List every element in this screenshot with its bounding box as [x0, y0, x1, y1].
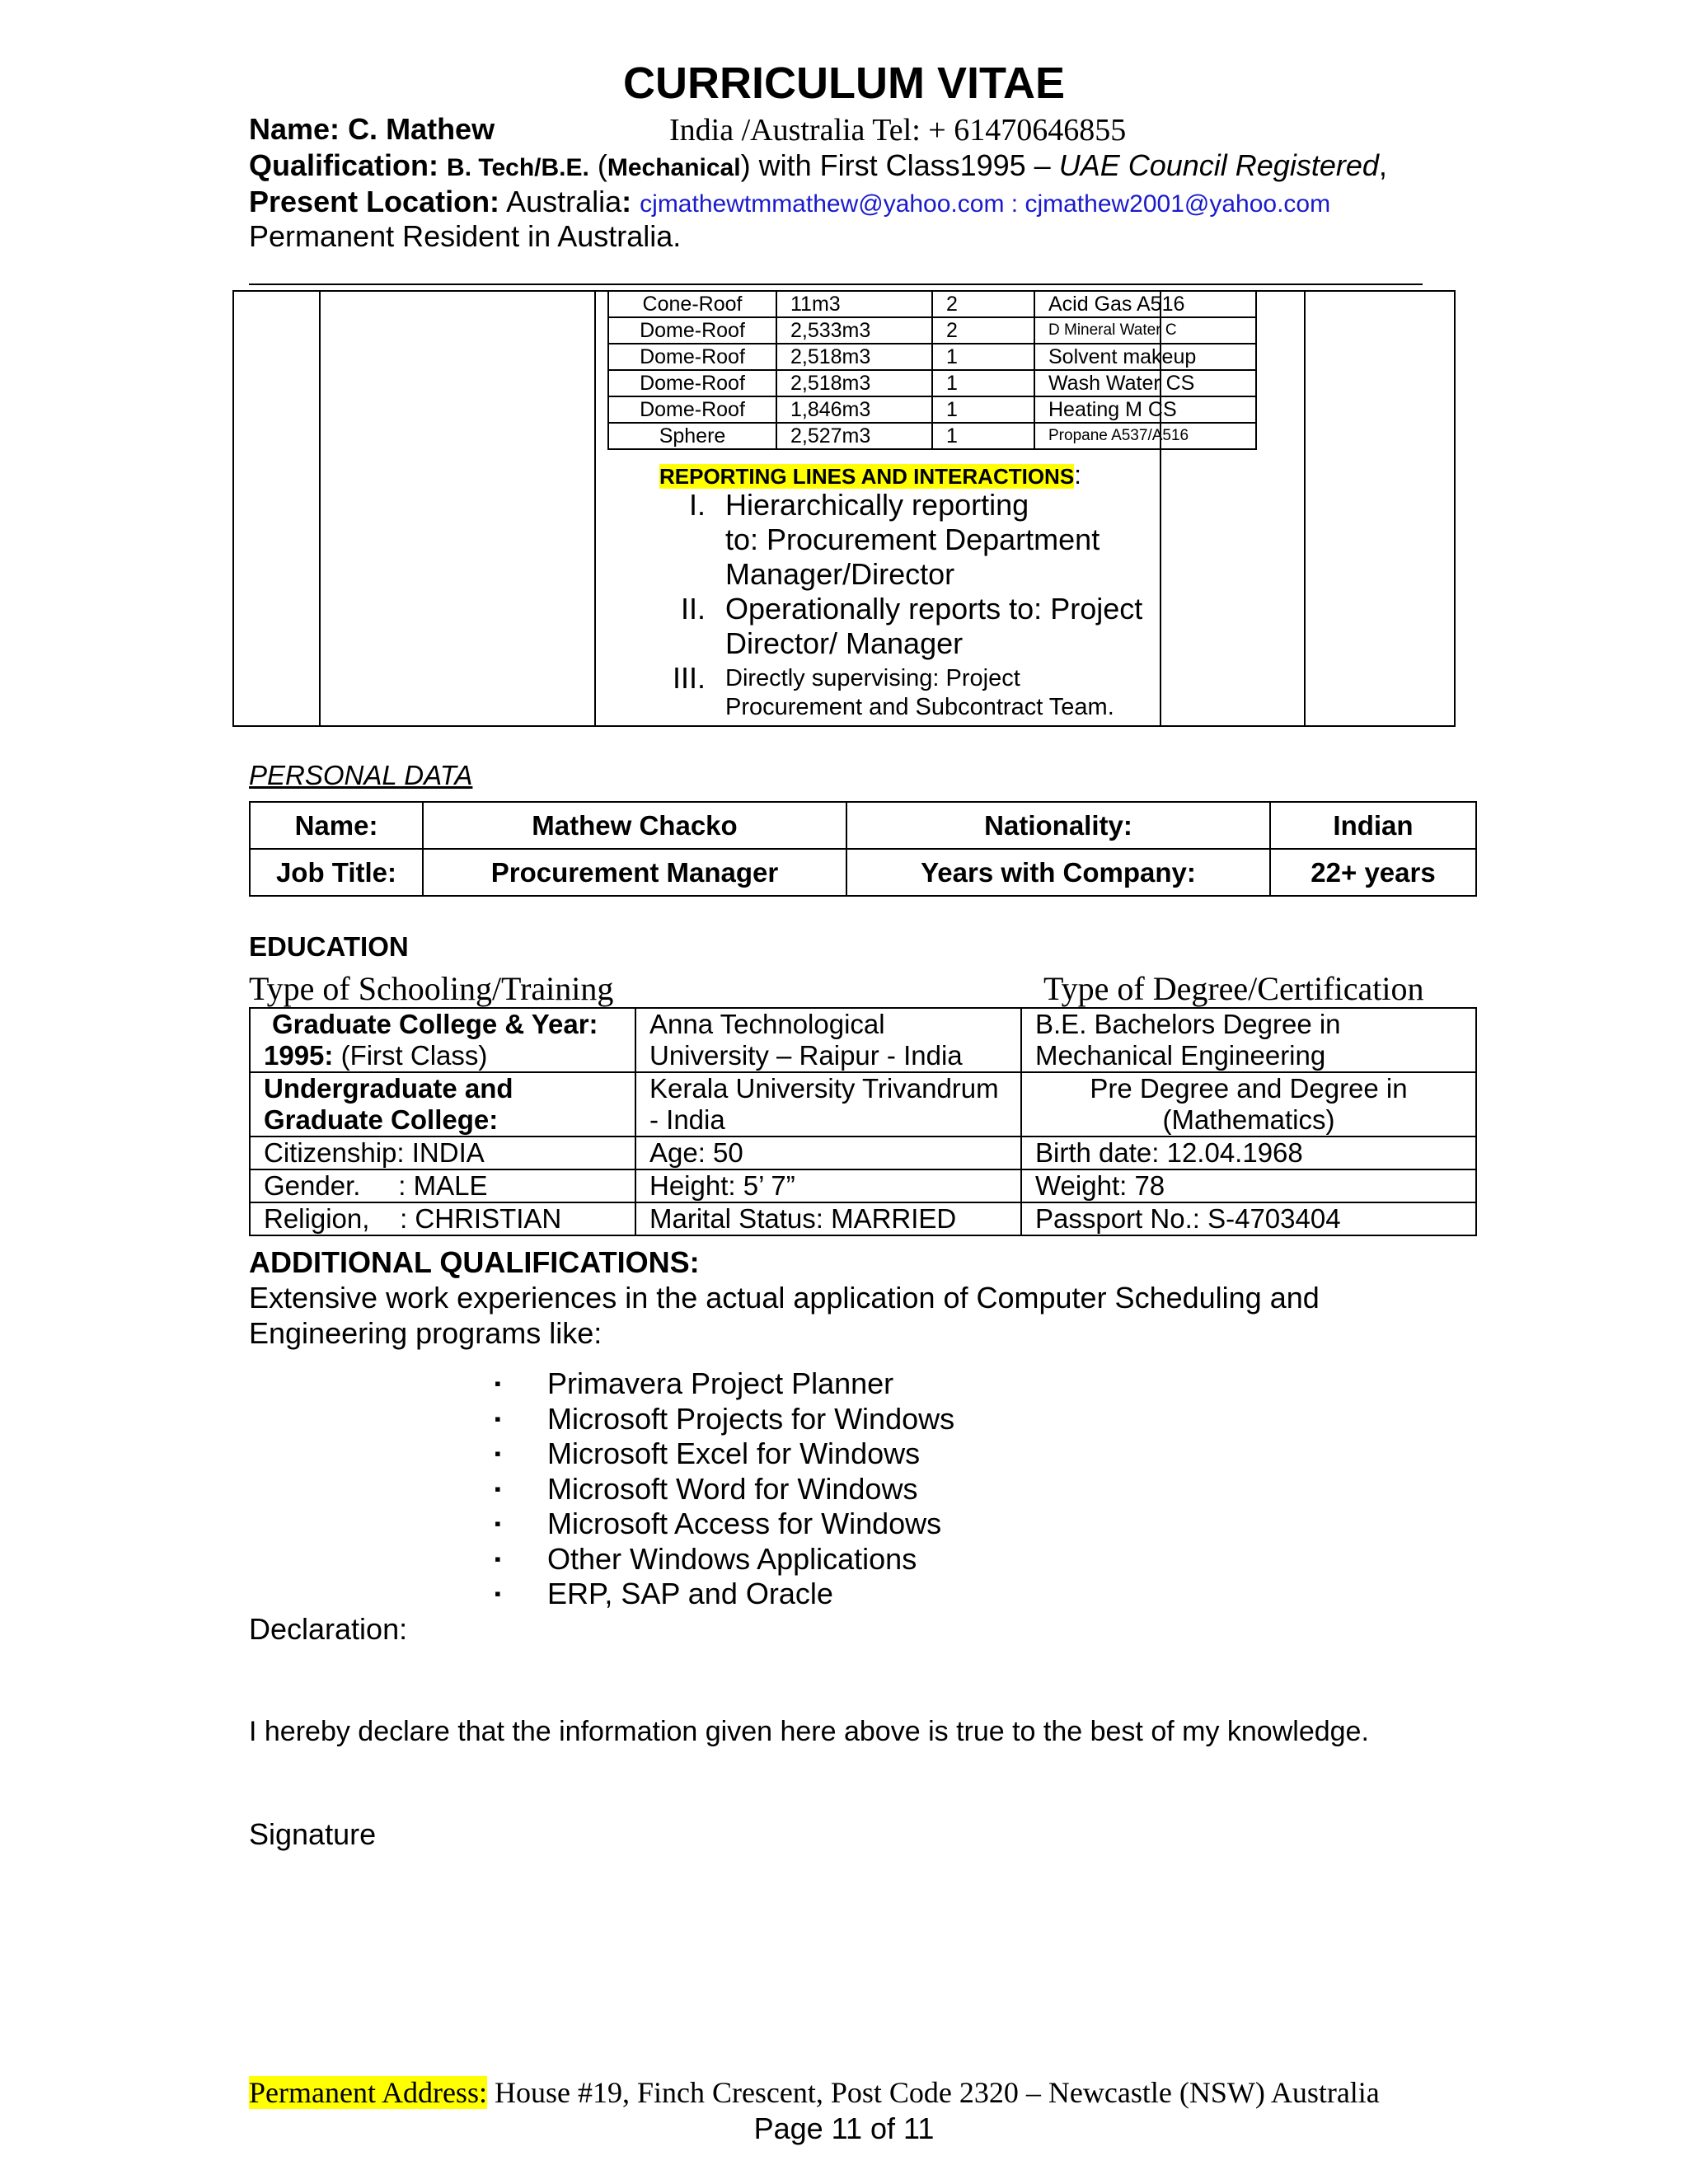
tank-capacity-cell: 2,533m3	[776, 317, 932, 344]
education-table	[249, 1007, 1477, 1236]
table-cell: Height: 5’ 7”	[635, 1169, 1021, 1202]
list-item	[495, 1436, 954, 1472]
list-item	[495, 1542, 954, 1577]
list-item	[495, 1402, 954, 1437]
location-value: Australia	[499, 185, 622, 218]
address-value: House #19, Finch Crescent, Post Code 2320 – Newcastle (NSW) Australia	[486, 2076, 1380, 2109]
tank-qty-cell: 1	[932, 423, 1034, 449]
reporting-heading	[659, 460, 1081, 490]
name-value: C. Mathew	[348, 112, 495, 146]
table-cell: Kerala University Trivandrum - India	[635, 1072, 1021, 1137]
list-item-text: Microsoft Access for Windows	[547, 1507, 942, 1540]
qualification-paren: (	[588, 148, 607, 182]
reporting-heading-text: REPORTING LINES AND INTERACTIONS	[659, 464, 1075, 489]
job-label-cell: Job Title:	[250, 849, 423, 896]
table-column-line	[1304, 292, 1306, 725]
graduate-college-label: Graduate College & Year:	[272, 1009, 598, 1039]
signature-label: Signature	[249, 1817, 377, 1851]
nationality-label-cell: Nationality:	[846, 802, 1270, 849]
address-label: Permanent Address:	[249, 2076, 487, 2109]
bullet-square-icon: ▪	[495, 1583, 501, 1604]
tank-service-cell: Acid Gas A516	[1034, 291, 1256, 317]
table-cell: Birth date: 12.04.1968	[1021, 1137, 1476, 1169]
tank-capacity-cell: 1,846m3	[776, 396, 932, 423]
page-number: Page 11 of 11	[753, 2111, 935, 2145]
table-row	[250, 1072, 1476, 1137]
list-item-text: ERP, SAP and Oracle	[547, 1577, 833, 1610]
name-value-cell: Mathew Chacko	[423, 802, 846, 849]
table-cell: Undergraduate and Graduate College:	[250, 1072, 635, 1137]
table-row	[250, 1137, 1476, 1169]
graduate-year-label: 1995:	[264, 1040, 334, 1071]
table-cell: B.E. Bachelors Degree in Mechanical Engineering	[1021, 1008, 1476, 1072]
tank-row	[608, 344, 1256, 370]
tank-qty-cell: 2	[932, 317, 1034, 344]
residency-line: Permanent Resident in Australia.	[249, 219, 682, 253]
table-cell	[250, 1008, 635, 1072]
degree-column-heading: Type of Degree/Certification	[1043, 970, 1424, 1007]
reporting-item-number: II.	[680, 592, 706, 626]
reporting-line: Directly supervising: Project	[725, 665, 1020, 691]
reporting-line: Director/ Manager	[725, 626, 964, 660]
list-item-text: Primavera Project Planner	[547, 1366, 894, 1400]
reporting-line: Hierarchically reporting	[725, 488, 1029, 522]
tank-capacity-cell: 2,518m3	[776, 344, 932, 370]
reporting-list	[640, 488, 1142, 722]
table-row	[250, 1169, 1476, 1202]
location-colon: :	[621, 185, 632, 218]
email-separator: :	[1004, 190, 1025, 218]
table-cell: Pre Degree and Degree in (Mathematics)	[1021, 1072, 1476, 1137]
tank-service-cell: D Mineral Water C	[1034, 317, 1256, 344]
nationality-value-cell: Indian	[1270, 802, 1476, 849]
qualification-comma: ,	[1378, 148, 1387, 182]
software-list	[495, 1366, 954, 1612]
tank-row	[608, 291, 1256, 317]
tank-service-cell: Solvent makeup	[1034, 344, 1256, 370]
bullet-square-icon: ▪	[495, 1478, 501, 1499]
qualification-label: Qualification:	[249, 148, 439, 182]
tank-service-cell: Wash Water CS	[1034, 370, 1256, 396]
table-cell: Marital Status: MARRIED	[635, 1202, 1021, 1235]
bullet-square-icon: ▪	[495, 1373, 501, 1394]
qualification-degree: B. Tech/B.E.	[447, 154, 589, 181]
tank-row	[608, 423, 1256, 449]
personal-data-heading: PERSONAL DATA	[249, 760, 473, 790]
tank-row	[608, 396, 1256, 423]
additional-qualifications-intro: Extensive work experiences in the actual application of Computer Scheduling and Engineering programs like:	[249, 1281, 1320, 1350]
years-value-cell: 22+ years	[1270, 849, 1476, 896]
table-cell: Passport No.: S-4703404	[1021, 1202, 1476, 1235]
reporting-item-text	[725, 592, 1142, 661]
qualification-branch: Mechanical	[607, 154, 741, 181]
reporting-item	[640, 592, 1142, 661]
tank-qty-cell: 1	[932, 370, 1034, 396]
table-row	[250, 802, 1476, 849]
reporting-line: to: Procurement Department	[725, 523, 1100, 556]
qualification-council: UAE Council Registered	[1058, 148, 1379, 182]
schooling-column-heading: Type of Schooling/Training	[249, 970, 614, 1007]
document-title: CURRICULUM VITAE	[623, 59, 1065, 108]
location-label: Present Location:	[249, 185, 500, 218]
table-column-line	[594, 292, 596, 725]
table-cell: Anna Technological University – Raipur - India	[635, 1008, 1021, 1072]
qualification-rest: ) with First Class1995 –	[740, 148, 1059, 182]
location-line	[249, 185, 1330, 219]
tank-row	[608, 370, 1256, 396]
list-item-text: Microsoft Projects for Windows	[547, 1401, 955, 1436]
bullet-square-icon: ▪	[495, 1548, 501, 1569]
table-column-line	[319, 292, 321, 725]
tank-type-cell: Dome-Roof	[608, 344, 776, 370]
reporting-item-text	[725, 488, 1100, 592]
tank-capacity-cell: 11m3	[776, 291, 932, 317]
table-row	[250, 1202, 1476, 1235]
name-line	[249, 112, 495, 147]
bullet-square-icon: ▪	[495, 1443, 501, 1464]
graduate-class: (First Class)	[333, 1040, 488, 1071]
reporting-heading-colon: :	[1074, 460, 1082, 490]
qualification-line	[249, 148, 1387, 183]
table-row	[250, 849, 1476, 896]
tank-table	[607, 290, 1257, 450]
header-divider	[249, 284, 1423, 285]
reporting-line: Manager/Director	[725, 557, 955, 591]
permanent-address	[249, 2075, 1380, 2110]
declaration-label: Declaration:	[249, 1612, 408, 1646]
education-heading: EDUCATION	[249, 931, 409, 962]
tank-qty-cell: 1	[932, 344, 1034, 370]
tank-service-cell: Heating M CS	[1034, 396, 1256, 423]
declaration-text: I hereby declare that the information given here above is true to the best of my knowledge.	[249, 1716, 1369, 1747]
tank-row	[608, 317, 1256, 344]
list-item	[495, 1507, 954, 1542]
tank-qty-cell: 2	[932, 291, 1034, 317]
table-cell: Age: 50	[635, 1137, 1021, 1169]
additional-qualifications-heading: ADDITIONAL QUALIFICATIONS:	[249, 1245, 700, 1279]
email-link-1[interactable]: cjmathewtmmathew@yahoo.com	[640, 190, 1005, 218]
name-label: Name:	[249, 112, 340, 146]
table-cell: Religion, : CHRISTIAN	[250, 1202, 635, 1235]
table-cell: Citizenship: INDIA	[250, 1137, 635, 1169]
list-item-text: Other Windows Applications	[547, 1541, 917, 1576]
phone-line: India /Australia Tel: + 61470646855	[669, 113, 1127, 148]
tank-capacity-cell: 2,527m3	[776, 423, 932, 449]
name-label-cell: Name:	[250, 802, 423, 849]
reporting-item	[640, 661, 1142, 722]
tank-service-cell: Propane A537/A516	[1034, 423, 1256, 449]
reporting-item-text	[725, 661, 1114, 722]
bullet-square-icon: ▪	[495, 1513, 501, 1534]
tank-type-cell: Dome-Roof	[608, 396, 776, 423]
list-item	[495, 1366, 954, 1402]
table-row	[250, 1008, 1476, 1072]
list-item-text: Microsoft Excel for Windows	[547, 1436, 921, 1470]
tank-type-cell: Cone-Roof	[608, 291, 776, 317]
reporting-item	[640, 488, 1142, 592]
job-value-cell: Procurement Manager	[423, 849, 846, 896]
years-label-cell: Years with Company:	[846, 849, 1270, 896]
reporting-line: Procurement and Subcontract Team.	[725, 694, 1114, 720]
email-link-2[interactable]: cjmathew2001@yahoo.com	[1025, 190, 1331, 218]
list-item-text: Microsoft Word for Windows	[547, 1471, 918, 1506]
tank-capacity-cell: 2,518m3	[776, 370, 932, 396]
table-cell: Weight: 78	[1021, 1169, 1476, 1202]
personal-data-table	[249, 801, 1477, 897]
list-item	[495, 1472, 954, 1507]
tank-type-cell: Sphere	[608, 423, 776, 449]
table-cell: Gender. : MALE	[250, 1169, 635, 1202]
tank-type-cell: Dome-Roof	[608, 317, 776, 344]
list-item	[495, 1577, 954, 1612]
reporting-item-number: III.	[672, 661, 706, 695]
reporting-item-number: I.	[688, 488, 706, 522]
tank-type-cell: Dome-Roof	[608, 370, 776, 396]
reporting-line: Operationally reports to: Project	[725, 592, 1143, 626]
tank-qty-cell: 1	[932, 396, 1034, 423]
bullet-square-icon: ▪	[495, 1408, 501, 1429]
